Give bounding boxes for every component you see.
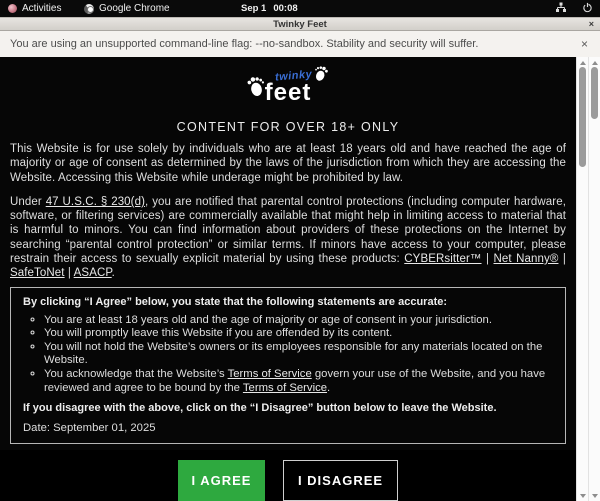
agreement-item-text: You acknowledge that the Website’s (44, 368, 228, 381)
window-scrollbar[interactable] (588, 57, 600, 501)
clock-time: 00:08 (273, 3, 298, 14)
disclaimer-paragraph-1: This Website is for use solely by individuals who are at least 18 years old and have reached the age of majority or age of consent as determined by the laws of the jurisdiction from which they are accessing the Website. Accessing this Website while underage might be prohibited by law. (10, 143, 566, 184)
i-agree-button[interactable]: I AGREE (178, 460, 265, 501)
p2-separator: | (558, 253, 567, 266)
activities-menu[interactable] (8, 0, 61, 17)
system-status-area[interactable] (555, 0, 593, 17)
disagree-note: If you disagree with the above, click on the “I Disagree” button below to leave the Website. (23, 402, 497, 415)
site-logo (10, 68, 566, 111)
terms-of-service-link[interactable]: Terms of Service (227, 368, 312, 381)
logo-twinky-text: twinky (274, 68, 313, 84)
agreement-item-text: . (327, 381, 331, 394)
agreement-intro: By clicking “I Agree” below, you state that the following statements are accurate: (23, 295, 448, 308)
p2-separator: | (481, 253, 494, 266)
agreement-item: ◦ You will not hold the Website’s owners or its employees responsible for any materials located on the Website. (44, 341, 553, 368)
p2-separator: | (64, 267, 74, 280)
site-logo-box (264, 68, 313, 106)
agreement-item: ◦ You will promptly leave this Website if you are offended by its content. (44, 327, 553, 341)
window-titlebar (0, 17, 600, 31)
consent-buttons (10, 460, 566, 501)
agreement-list (23, 314, 553, 396)
net-nanny-link[interactable]: Net Nanny® (493, 253, 559, 266)
usc-230d-link[interactable]: 47 U.S.C. § 230(d) (45, 195, 146, 208)
footprint-left-svg (245, 74, 267, 98)
window-title: Twinky Feet (273, 19, 327, 30)
footprint-right-svg (312, 63, 330, 84)
p2-text: , you are notified that parental control protections (including computer hardware, software, or filtering services) are commercially available that might help in limiting access to material that is harmful to minors. You can find information about providers of these protections on the Internet by searching “parental control protection” or similar terms. If minors have access to your computer, please restrain their access to sexually explicit material by using these products: (10, 195, 567, 266)
page-scrollbar-thumb[interactable] (579, 67, 586, 167)
i-disagree-button[interactable]: I DISAGREE (283, 460, 398, 501)
scroll-up-arrow-icon[interactable] (589, 58, 600, 67)
record-dot-icon (8, 4, 17, 13)
footprint-left-icon (245, 74, 267, 98)
disclaimer-paragraph-2 (10, 195, 566, 281)
app-menu-label: Google Chrome (99, 3, 170, 14)
clock[interactable] (241, 0, 298, 17)
age-gate-page (0, 68, 576, 501)
infobar-close-icon[interactable]: × (580, 37, 588, 51)
agreement-item: ◦ You are at least 18 years old and the age of majority or age of consent in your jurisdiction. (44, 314, 553, 328)
p2-text: Under (10, 195, 46, 208)
power-icon-svg (582, 2, 593, 13)
page-scrollbar[interactable] (576, 57, 588, 501)
scroll-down-arrow-icon[interactable] (577, 491, 588, 500)
network-icon-svg (555, 2, 567, 13)
network-icon[interactable] (555, 2, 567, 16)
activities-label: Activities (22, 3, 62, 14)
gnome-top-bar (0, 0, 600, 17)
agreement-item-text: govern your use of the Website, and you have reviewed and agree to be bound by the (44, 368, 546, 394)
window-close-icon[interactable]: × (588, 19, 594, 29)
asacp-link[interactable]: ASACP (73, 267, 112, 280)
page-title: CONTENT FOR OVER 18+ ONLY (176, 120, 400, 134)
scroll-down-arrow-icon[interactable] (589, 491, 600, 500)
agreement-box (10, 287, 566, 445)
power-icon[interactable] (582, 2, 593, 16)
logo-feet-text: feet (264, 79, 312, 106)
footprint-right-icon (312, 63, 330, 84)
app-menu-google-chrome[interactable] (84, 0, 170, 17)
clock-date: Sep 1 (241, 3, 267, 14)
chrome-infobar (0, 31, 600, 57)
infobar-message: You are using an unsupported command-line flag: --no-sandbox. Stability and security will suffer. (10, 38, 479, 50)
safetonet-link[interactable]: SafeToNet (10, 267, 65, 280)
page-viewport (0, 57, 576, 489)
window-scrollbar-thumb[interactable] (591, 67, 598, 119)
chrome-icon (84, 4, 94, 14)
scroll-up-arrow-icon[interactable] (577, 58, 588, 67)
agreement-date: Date: September 01, 2025 (23, 422, 156, 435)
p2-text: . (111, 267, 115, 280)
cybersitter-link[interactable]: CYBERsitter™ (404, 253, 482, 266)
agreement-item (44, 368, 553, 395)
terms-of-service-link[interactable]: Terms of Service (242, 381, 328, 394)
